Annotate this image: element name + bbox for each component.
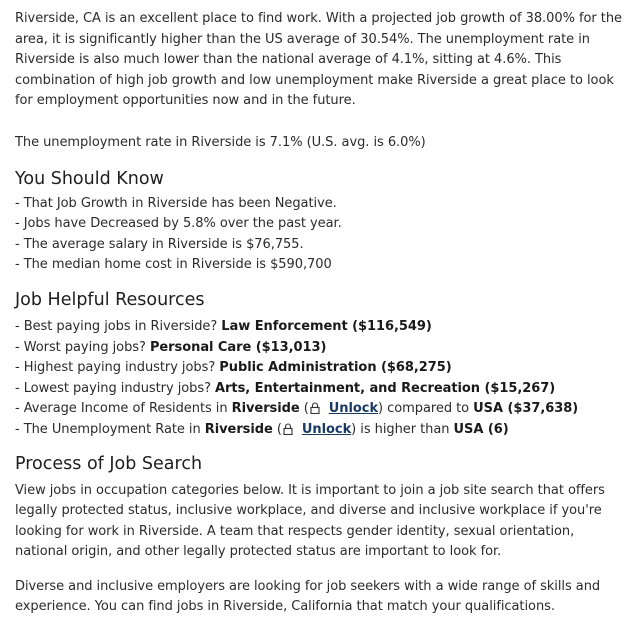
city-name: Riverside [231, 401, 300, 417]
process-paragraph-1: View jobs in occupation categories below. It is important to join a job site search that offers legally protected status, inclusive workplace, and diverse and inclusive workplace if you're looking for work in Riverside. A team that respects gender identity, sexual orientation, national origin, and other legally protected status are important to look for. [15, 482, 605, 560]
job-resources-list [15, 317, 628, 441]
highest-industry-value: Public Administration ($68,275) [219, 360, 452, 376]
paren-open: ( [299, 401, 309, 417]
best-paying-label: - Best paying jobs in Riverside? [15, 318, 222, 334]
lowest-industry-value: Arts, Entertainment, and Recreation ($15,267) [215, 380, 556, 396]
unemployment-rate-label: - The Unemployment Rate in [15, 421, 205, 437]
paren-close: ) [378, 401, 384, 417]
list-item: - The average salary in Riverside is $76,755. [15, 236, 304, 252]
you-should-know-heading: You Should Know [15, 168, 164, 189]
lock-icon [283, 423, 293, 435]
worst-paying-item [15, 338, 628, 359]
lock-icon [310, 402, 320, 414]
usa-unemployment-value: USA (6) [453, 421, 509, 437]
process-paragraph-2: Diverse and inclusive employers are looking for job seekers with a wide range of skills and experience. You can find jobs in Riverside, California that match your qualifications. [15, 578, 601, 615]
higher-than-text: is higher than [356, 421, 454, 437]
unemployment-summary: The unemployment rate in Riverside is 7.1% (U.S. avg. is 6.0%) [15, 134, 426, 150]
list-item: - That Job Growth in Riverside has been Negative. [15, 195, 337, 211]
unemployment-rate-item [15, 420, 628, 441]
unlock-unemployment-link[interactable]: Unlock [301, 421, 352, 437]
highest-industry-label: - Highest paying industry jobs? [15, 360, 220, 376]
list-item: - Jobs have Decreased by 5.8% over the past year. [15, 216, 342, 232]
best-paying-item [15, 317, 628, 338]
highest-industry-item [15, 358, 628, 379]
intro-paragraph: Riverside, CA is an excellent place to find work. With a projected job growth of 38.00% for the area, it is significantly higher than the US average of 30.54%. The unemployment rate in Riverside is also much lower than the national average of 4.1%, sitting at 4.6%. This combination of high job growth and low unemployment make Riverside a great place to look for employment opportunities now and in the future. [15, 11, 622, 109]
list-item: - The median home cost in Riverside is $590,700 [15, 257, 332, 273]
average-income-item [15, 399, 628, 420]
lowest-industry-label: - Lowest paying industry jobs? [15, 380, 216, 396]
paren-open: ( [272, 421, 282, 437]
worst-paying-value: Personal Care ($13,013) [149, 339, 327, 355]
usa-income-value: USA ($37,638) [473, 401, 579, 417]
compared-to-text: compared to [383, 401, 474, 417]
process-heading: Process of Job Search [15, 453, 203, 474]
best-paying-value: Law Enforcement ($116,549) [221, 318, 432, 334]
average-income-label: - Average Income of Residents in [15, 401, 232, 417]
paren-close: ) [351, 421, 357, 437]
worst-paying-label: - Worst paying jobs? [15, 339, 150, 355]
city-name: Riverside [204, 421, 273, 437]
unlock-income-link[interactable]: Unlock [328, 401, 379, 417]
lowest-industry-item [15, 379, 628, 400]
job-resources-heading: Job Helpful Resources [15, 289, 205, 310]
you-should-know-list [15, 194, 628, 276]
